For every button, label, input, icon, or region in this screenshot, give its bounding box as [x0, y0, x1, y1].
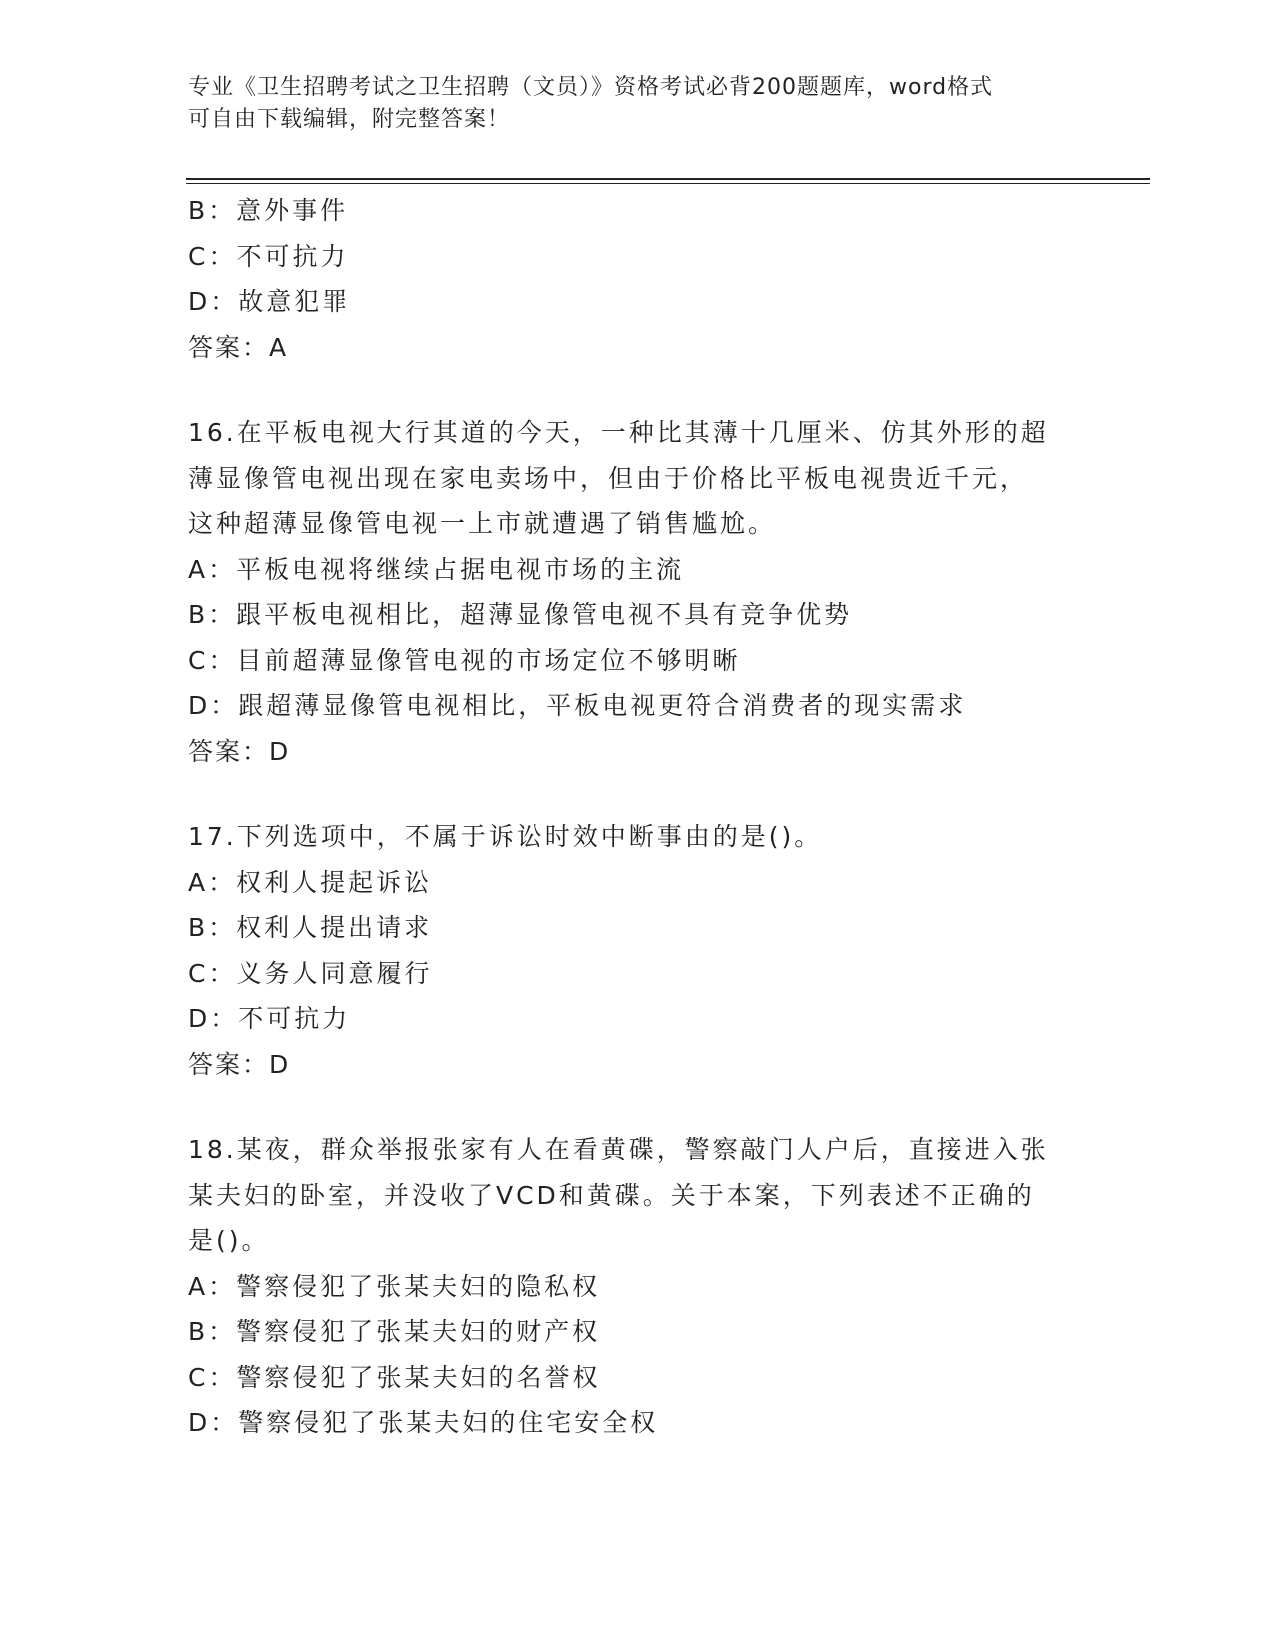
header-line-2: 可自由下载编辑，附完整答案！ — [188, 107, 511, 132]
option-a: A：权利人提起诉讼 — [188, 867, 433, 897]
option-c: C：义务人同意履行 — [188, 958, 433, 988]
question-block-17 — [188, 814, 1088, 1087]
option-b: B：警察侵犯了张某夫妇的财产权 — [188, 1317, 601, 1346]
question-stem-line: 18.某夜，群众举报张家有人在看黄碟，警察敲门人户后，直接进入张 — [188, 1135, 1049, 1164]
spacer — [188, 370, 1088, 410]
option-c: C：警察侵犯了张某夫妇的名誉权 — [188, 1362, 601, 1392]
question-block-16 — [188, 410, 1088, 774]
spacer — [188, 774, 1088, 814]
header-divider — [186, 178, 1150, 185]
option-b: B：跟平板电视相比，超薄显像管电视不具有竞争优势 — [188, 600, 853, 629]
question-list — [188, 188, 1088, 1446]
option-c: C：目前超薄显像管电视的市场定位不够明晰 — [188, 645, 741, 675]
question-block-15 — [188, 188, 1088, 370]
header-line-1: 专业《卫生招聘考试之卫生招聘（文员）》资格考试必背200题题库，word格式 — [188, 75, 994, 100]
option-b: B：权利人提出请求 — [188, 913, 433, 942]
answer-line: 答案：D — [188, 736, 291, 766]
spacer — [188, 1087, 1088, 1127]
option-d: D：跟超薄显像管电视相比，平板电视更符合消费者的现实需求 — [188, 691, 967, 720]
option-b: B：意外事件 — [188, 196, 349, 225]
option-a: A：平板电视将继续占据电视市场的主流 — [188, 554, 685, 584]
header-divider-thick — [186, 178, 1150, 180]
question-block-18 — [188, 1127, 1088, 1446]
option-d: D：不可抗力 — [188, 1004, 351, 1033]
option-d: D：警察侵犯了张某夫妇的住宅安全权 — [188, 1408, 659, 1437]
question-stem-line: 17.下列选项中，不属于诉讼时效中断事由的是()。 — [188, 822, 823, 851]
answer-line: 答案：A — [188, 332, 289, 362]
header-divider-thin — [186, 183, 1150, 184]
option-a: A：警察侵犯了张某夫妇的隐私权 — [188, 1271, 601, 1301]
question-stem-line: 16.在平板电视大行其道的今天，一种比其薄十几厘米、仿其外形的超 — [188, 418, 1049, 447]
question-stem-line: 是()。 — [188, 1226, 270, 1255]
question-stem-line: 某夫妇的卧室，并没收了VCD和黄碟。关于本案，下列表述不正确的 — [188, 1180, 1035, 1210]
question-stem-line: 这种超薄显像管电视一上市就遭遇了销售尴尬。 — [188, 509, 777, 538]
page-header — [188, 72, 1088, 136]
answer-line: 答案：D — [188, 1049, 291, 1079]
question-stem-line: 薄显像管电视出现在家电卖场中，但由于价格比平板电视贵近千元， — [188, 463, 1029, 493]
option-d: D：故意犯罪 — [188, 287, 351, 316]
option-c: C：不可抗力 — [188, 241, 349, 271]
